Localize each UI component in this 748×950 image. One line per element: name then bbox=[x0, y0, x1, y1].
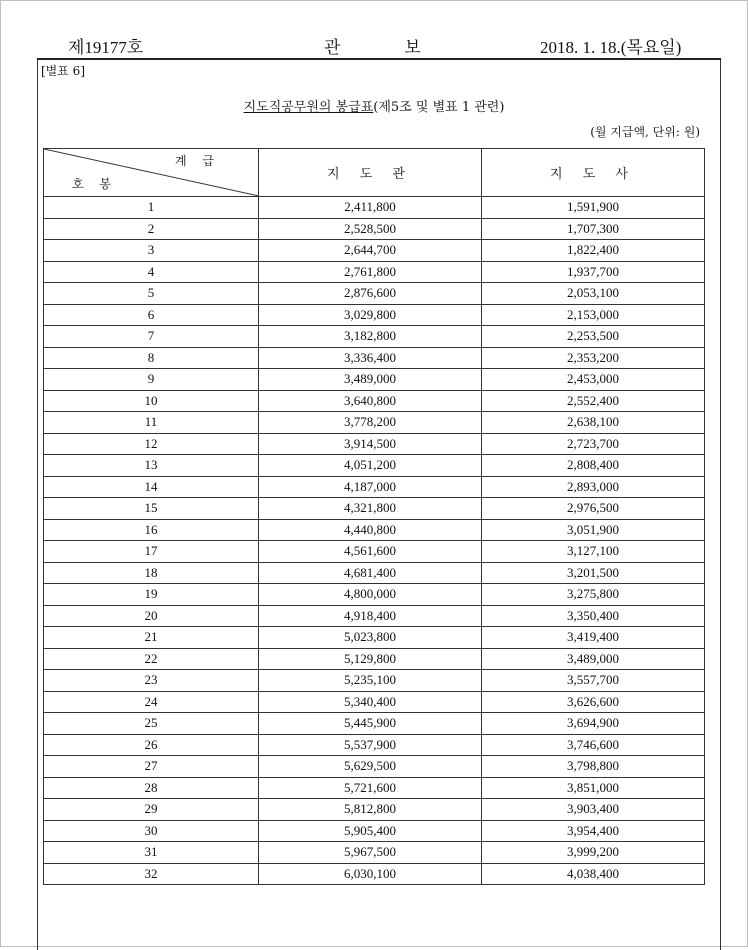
step-cell: 12 bbox=[44, 433, 259, 455]
jidosa-salary-cell: 3,127,100 bbox=[482, 541, 705, 563]
step-cell: 16 bbox=[44, 519, 259, 541]
jidogwan-salary-cell: 2,761,800 bbox=[259, 261, 482, 283]
issue-number: 제19177호 bbox=[68, 38, 144, 57]
jidogwan-salary-cell: 4,187,000 bbox=[259, 476, 482, 498]
jidogwan-salary-cell: 5,905,400 bbox=[259, 820, 482, 842]
table-row bbox=[44, 261, 705, 283]
jidogwan-salary-cell: 5,340,400 bbox=[259, 691, 482, 713]
jidogwan-salary-cell: 2,644,700 bbox=[259, 240, 482, 262]
step-cell: 20 bbox=[44, 605, 259, 627]
table-title bbox=[0, 96, 748, 115]
jidogwan-salary-cell: 5,629,500 bbox=[259, 756, 482, 778]
table-row bbox=[44, 734, 705, 756]
step-cell: 32 bbox=[44, 863, 259, 885]
jidosa-salary-cell: 3,626,600 bbox=[482, 691, 705, 713]
jidosa-salary-cell: 3,201,500 bbox=[482, 562, 705, 584]
jidogwan-salary-cell: 5,537,900 bbox=[259, 734, 482, 756]
jidosa-salary-cell: 3,798,800 bbox=[482, 756, 705, 778]
jidosa-salary-cell: 3,903,400 bbox=[482, 799, 705, 821]
table-row bbox=[44, 691, 705, 713]
jidosa-salary-cell: 2,893,000 bbox=[482, 476, 705, 498]
table-row bbox=[44, 627, 705, 649]
table-row bbox=[44, 519, 705, 541]
jidogwan-salary-cell: 3,489,000 bbox=[259, 369, 482, 391]
step-cell: 21 bbox=[44, 627, 259, 649]
jidogwan-salary-cell: 5,721,600 bbox=[259, 777, 482, 799]
jidosa-salary-cell: 2,552,400 bbox=[482, 390, 705, 412]
jidosa-salary-cell: 3,350,400 bbox=[482, 605, 705, 627]
step-cell: 27 bbox=[44, 756, 259, 778]
table-row bbox=[44, 756, 705, 778]
jidogwan-salary-cell: 5,967,500 bbox=[259, 842, 482, 864]
unit-note: (월 지급액, 단위: 원) bbox=[590, 125, 700, 139]
table-row bbox=[44, 218, 705, 240]
annex-label: [별표 6] bbox=[41, 64, 85, 78]
table-row bbox=[44, 476, 705, 498]
table-row bbox=[44, 863, 705, 885]
jidosa-salary-cell: 3,746,600 bbox=[482, 734, 705, 756]
jidosa-salary-cell: 1,937,700 bbox=[482, 261, 705, 283]
table-row bbox=[44, 369, 705, 391]
jidosa-salary-cell: 3,489,000 bbox=[482, 648, 705, 670]
jidogwan-salary-cell: 4,051,200 bbox=[259, 455, 482, 477]
jidogwan-salary-cell: 6,030,100 bbox=[259, 863, 482, 885]
jidosa-salary-cell: 2,808,400 bbox=[482, 455, 705, 477]
step-cell: 19 bbox=[44, 584, 259, 606]
column-header-jidogwan: 지 도 관 bbox=[259, 149, 482, 197]
table-row bbox=[44, 455, 705, 477]
jidosa-salary-cell: 4,038,400 bbox=[482, 863, 705, 885]
jidosa-salary-cell: 3,851,000 bbox=[482, 777, 705, 799]
jidogwan-salary-cell: 3,914,500 bbox=[259, 433, 482, 455]
table-row bbox=[44, 584, 705, 606]
jidogwan-salary-cell: 3,778,200 bbox=[259, 412, 482, 434]
jidogwan-salary-cell: 3,336,400 bbox=[259, 347, 482, 369]
step-cell: 7 bbox=[44, 326, 259, 348]
corner-header-cell bbox=[44, 149, 259, 197]
jidogwan-salary-cell: 5,023,800 bbox=[259, 627, 482, 649]
step-cell: 22 bbox=[44, 648, 259, 670]
jidogwan-salary-cell: 2,411,800 bbox=[259, 197, 482, 219]
step-cell: 23 bbox=[44, 670, 259, 692]
jidosa-salary-cell: 2,638,100 bbox=[482, 412, 705, 434]
table-row bbox=[44, 197, 705, 219]
step-cell: 4 bbox=[44, 261, 259, 283]
jidogwan-salary-cell: 5,445,900 bbox=[259, 713, 482, 735]
jidosa-salary-cell: 3,051,900 bbox=[482, 519, 705, 541]
table-row bbox=[44, 670, 705, 692]
corner-step-label: 호 봉 bbox=[72, 177, 117, 191]
table-title-main: 지도직공무원의 봉급표 bbox=[243, 100, 374, 115]
step-cell: 1 bbox=[44, 197, 259, 219]
step-cell: 3 bbox=[44, 240, 259, 262]
publication-date: 2018. 1. 18.(목요일) bbox=[540, 38, 682, 57]
step-cell: 15 bbox=[44, 498, 259, 520]
table-row bbox=[44, 541, 705, 563]
salary-table bbox=[43, 148, 705, 885]
table-row bbox=[44, 777, 705, 799]
jidosa-salary-cell: 2,353,200 bbox=[482, 347, 705, 369]
step-cell: 28 bbox=[44, 777, 259, 799]
jidosa-salary-cell: 2,723,700 bbox=[482, 433, 705, 455]
jidosa-salary-cell: 2,153,000 bbox=[482, 304, 705, 326]
step-cell: 8 bbox=[44, 347, 259, 369]
jidogwan-salary-cell: 4,681,400 bbox=[259, 562, 482, 584]
table-header-row bbox=[44, 149, 705, 197]
jidogwan-salary-cell: 2,528,500 bbox=[259, 218, 482, 240]
publication-title: 관보 bbox=[324, 38, 485, 57]
jidosa-salary-cell: 3,419,400 bbox=[482, 627, 705, 649]
table-row bbox=[44, 562, 705, 584]
table-row bbox=[44, 799, 705, 821]
column-header-jidosa: 지 도 사 bbox=[482, 149, 705, 197]
jidosa-salary-cell: 2,453,000 bbox=[482, 369, 705, 391]
jidosa-salary-cell: 1,822,400 bbox=[482, 240, 705, 262]
table-row bbox=[44, 240, 705, 262]
table-row bbox=[44, 326, 705, 348]
jidosa-salary-cell: 2,976,500 bbox=[482, 498, 705, 520]
table-row bbox=[44, 412, 705, 434]
jidogwan-salary-cell: 3,029,800 bbox=[259, 304, 482, 326]
table-row bbox=[44, 433, 705, 455]
jidogwan-salary-cell: 3,182,800 bbox=[259, 326, 482, 348]
jidogwan-salary-cell: 4,440,800 bbox=[259, 519, 482, 541]
step-cell: 29 bbox=[44, 799, 259, 821]
table-row bbox=[44, 498, 705, 520]
table-row bbox=[44, 390, 705, 412]
step-cell: 18 bbox=[44, 562, 259, 584]
corner-grade-label: 계 급 bbox=[175, 154, 220, 168]
jidosa-salary-cell: 1,707,300 bbox=[482, 218, 705, 240]
table-row bbox=[44, 304, 705, 326]
jidogwan-salary-cell: 4,918,400 bbox=[259, 605, 482, 627]
table-row bbox=[44, 283, 705, 305]
table-row bbox=[44, 842, 705, 864]
step-cell: 5 bbox=[44, 283, 259, 305]
table-row bbox=[44, 347, 705, 369]
jidosa-salary-cell: 3,954,400 bbox=[482, 820, 705, 842]
table-row bbox=[44, 605, 705, 627]
table-row bbox=[44, 820, 705, 842]
step-cell: 9 bbox=[44, 369, 259, 391]
jidosa-salary-cell: 3,557,700 bbox=[482, 670, 705, 692]
step-cell: 24 bbox=[44, 691, 259, 713]
table-row bbox=[44, 713, 705, 735]
jidogwan-salary-cell: 5,129,800 bbox=[259, 648, 482, 670]
step-cell: 10 bbox=[44, 390, 259, 412]
jidogwan-salary-cell: 4,800,000 bbox=[259, 584, 482, 606]
jidosa-salary-cell: 3,999,200 bbox=[482, 842, 705, 864]
step-cell: 26 bbox=[44, 734, 259, 756]
jidogwan-salary-cell: 3,640,800 bbox=[259, 390, 482, 412]
jidogwan-salary-cell: 5,235,100 bbox=[259, 670, 482, 692]
jidosa-salary-cell: 1,591,900 bbox=[482, 197, 705, 219]
jidogwan-salary-cell: 2,876,600 bbox=[259, 283, 482, 305]
jidosa-salary-cell: 3,275,800 bbox=[482, 584, 705, 606]
jidogwan-salary-cell: 4,561,600 bbox=[259, 541, 482, 563]
step-cell: 30 bbox=[44, 820, 259, 842]
table-row bbox=[44, 648, 705, 670]
step-cell: 13 bbox=[44, 455, 259, 477]
jidogwan-salary-cell: 4,321,800 bbox=[259, 498, 482, 520]
jidosa-salary-cell: 2,053,100 bbox=[482, 283, 705, 305]
jidogwan-salary-cell: 5,812,800 bbox=[259, 799, 482, 821]
step-cell: 17 bbox=[44, 541, 259, 563]
jidosa-salary-cell: 3,694,900 bbox=[482, 713, 705, 735]
step-cell: 31 bbox=[44, 842, 259, 864]
step-cell: 11 bbox=[44, 412, 259, 434]
step-cell: 14 bbox=[44, 476, 259, 498]
jidosa-salary-cell: 2,253,500 bbox=[482, 326, 705, 348]
step-cell: 2 bbox=[44, 218, 259, 240]
step-cell: 6 bbox=[44, 304, 259, 326]
step-cell: 25 bbox=[44, 713, 259, 735]
table-title-ref: (제5조 및 별표 1 관련) bbox=[373, 100, 505, 115]
